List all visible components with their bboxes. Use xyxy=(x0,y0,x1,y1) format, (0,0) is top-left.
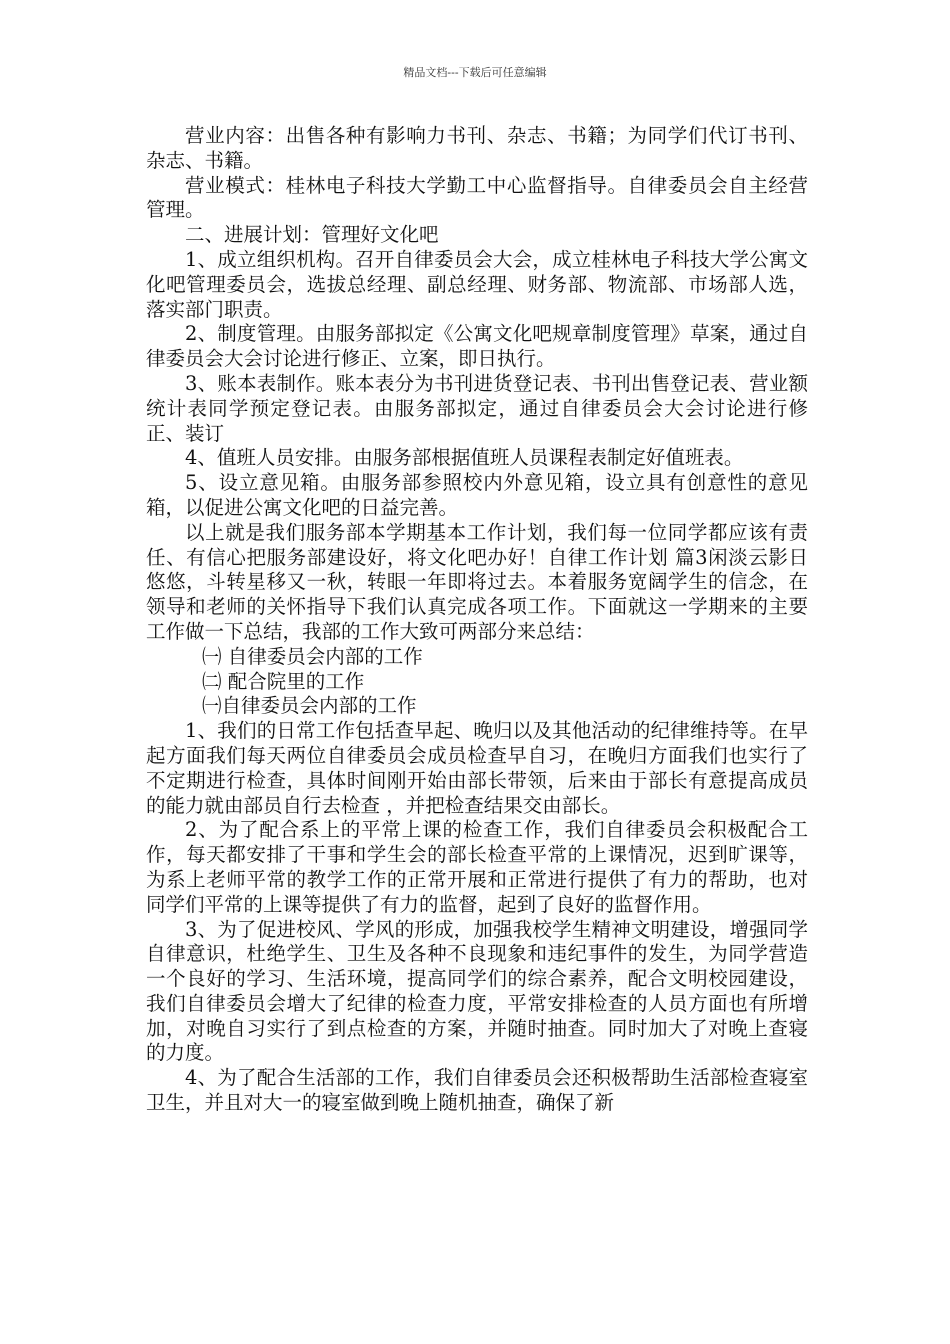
paragraph-summary: 以上就是我们服务部本学期基本工作计划，我们每一位同学都应该有责任、有信心把服务部建设好，将文化吧办好！自律工作计划 篇3闲淡云影日悠悠，斗转星移又一秋，转眼一年即将过去。本着服务宽阔学生的信念，在领导和老师的关怀指导下我们认真完成各项工作。下面就这一学期来的主要工作做一下总结，我部的工作大致可两部分来总结： xyxy=(146,520,808,643)
paragraph-work-item-1: 1、我们的日常工作包括查早起、晚归以及其他活动的纪律维持等。在早起方面我们每天两位自律委员会成员检查早自习，在晚归方面我们也实行了不定期进行检查，具体时间刚开始由部长带领，后来由于部长有意提高成员的能力就由部员自行去检查 ，并把检查结果交由部长。 xyxy=(146,719,808,817)
paragraph-work-item-3: 3、为了促进校风、学风的形成，加强我校学生精神文明建设，增强同学自律意识，杜绝学生、卫生及各种不良现象和违纪事件的发生，为同学营造一个良好的学习、生活环境，提高同学们的综合素养，配合文明校园建设，我们自律委员会增大了纪律的检查力度，平常安排检查的人员方面也有所增加，对晚自习实行了到点检查的方案，并随时抽查。同时加大了对晚上查寝的力度。 xyxy=(146,917,808,1065)
document-body xyxy=(146,124,808,1116)
page-header: 精品文档---下载后可任意编辑 xyxy=(403,66,547,79)
list-item-cooperate-work: ㈡ 配合院里的工作 xyxy=(202,669,365,693)
paragraph-business-model: 营业模式：桂林电子科技大学勤工中心监督指导。自律委员会自主经营管理。 xyxy=(146,173,808,222)
paragraph-work-item-4: 4、为了配合生活部的工作，我们自律委员会还积极帮助生活部检查寝室卫生，并且对大一的寝室做到晚上随机抽查，确保了新 xyxy=(146,1066,808,1115)
paragraph-plan-item-4: 4、值班人员安排。由服务部根据值班人员课程表制定好值班表。 xyxy=(185,446,744,470)
section-heading-internal-work: ㈠自律委员会内部的工作 xyxy=(202,694,417,718)
paragraph-work-item-2: 2、为了配合系上的平常上课的检查工作，我们自律委员会积极配合工作，每天都安排了干事和学生会的部长检查平常的上课情况，迟到旷课等，为系上老师平常的教学工作的正常开展和正常进行提供了有力的帮助，也对同学们平常的上课等提供了有力的监督，起到了良好的监督作用。 xyxy=(146,818,808,916)
list-item-internal-work: ㈠ 自律委员会内部的工作 xyxy=(202,644,423,668)
paragraph-plan-item-3: 3、账本表制作。账本表分为书刊进货登记表、书刊出售登记表、营业额统计表同学预定登记表。由服务部拟定，通过自律委员会大会讨论进行修正、装订 xyxy=(146,371,808,445)
paragraph-plan-item-1: 1、成立组织机构。召开自律委员会大会，成立桂林电子科技大学公寓文化吧管理委员会，选拔总经理、副总经理、财务部、物流部、市场部人选，落实部门职责。 xyxy=(146,247,808,321)
paragraph-plan-item-2: 2、制度管理。由服务部拟定《公寓文化吧规章制度管理》草案，通过自律委员会大会讨论进行修正、立案，即日执行。 xyxy=(146,322,808,371)
paragraph-plan-item-5: 5、设立意见箱。由服务部参照校内外意见箱，设立具有创意性的意见箱，以促进公寓文化吧的日益完善。 xyxy=(146,471,808,519)
section-heading-plan: 二、进展计划：管理好文化吧 xyxy=(185,223,439,247)
paragraph-business-content: 营业内容：出售各种有影响力书刊、杂志、书籍；为同学们代订书刊、杂志、书籍。 xyxy=(146,124,808,172)
